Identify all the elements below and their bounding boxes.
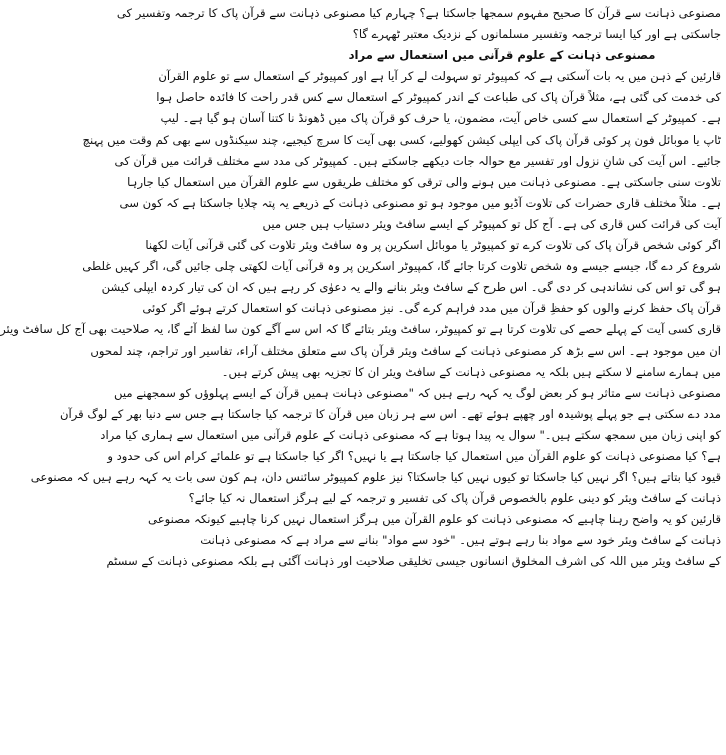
text-line: ذہانت کے سافٹ ویئر خود سے مواد بنا رہے ہوتے ہیں۔ "خود سے مواد" بنانے سے مراد ہے کہ مصنوعی ذہانت	[200, 533, 721, 548]
text-line: مصنوعی ذہانت سے قرآن کا صحیح مفہوم سمجھا جاسکتا ہے؟ چہارم کیا مصنوعی ذہانت سے قرآن پاک کا ترجمہ وتفسیر کی	[116, 6, 721, 20]
text-line: میں ہمارے سامنے لا سکتے ہیں بلکہ یہ مصنوعی ذہانت کے سافٹ ویئر ان کا تجزیہ بھی پیش کرتے ہیں۔	[221, 364, 721, 379]
text-line: ہے؟ کیا مصنوعی ذہانت کو علوم القرآن میں استعمال کیا جاسکتا ہے یا نہیں؟ اگر کیا جاسکتا ہے تو علمائے کرام اس کی حدود و	[107, 448, 721, 463]
text-line: کو اپنی زبان میں سمجھ سکتے ہیں۔" سوال یہ پیدا ہوتا ہے کہ مصنوعی ذہانت کے علوم قرآنی میں استعمال سے ہماری کیا مراد	[100, 427, 721, 442]
paragraph-computer-services	[0, 66, 721, 382]
text-line: جاسکتی ہے اور کیا ایسا ترجمہ وتفسیر مسلمانوں کے نزدیک معتبر ٹھہرے گا؟	[352, 27, 721, 42]
text-line: ان میں موجود ہے۔ اس سے بڑھ کر مصنوعی ذہانت کے سافٹ ویئر قرآن پاک سے متعلق مختلف آراء، تفاسیر اور تراجم، چند لمحوں	[90, 343, 721, 358]
text-line: ہے۔ کمپیوٹر کے استعمال سے کسی خاص آیت، مضمون، یا حرف کو قرآن پاک میں ڈھونڈ نا کتنا آسان ہو گیا ہے۔ لیپ	[160, 111, 721, 126]
text-line: ہو گی تو اس کی نشاندہی کر دی گی۔ اس طرح کے سافٹ ویئر بنانے والے یہ دعوٰی کر رہے ہیں کہ ان کی تیار کردہ ایپلی کیشن	[101, 280, 721, 295]
text-line: شروع کر دے گا، جیسے جیسے وہ شخص تلاوت کرتا جائے گا، کمپیوٹر اسکرین پر وہ قرآنی آیات لکھتی چلی جائیں گی، اگر کہیں غلطی	[82, 259, 721, 274]
text-line: قارئین کے ذہن میں یہ بات آسکتی ہے کہ کمپیوٹر تو سہولت لے کر آیا ہے اور کمپیوٹر کے استعمال سے تو علوم القرآن	[158, 69, 721, 84]
paragraph-conclusion	[106, 509, 721, 572]
text-line: قیود کیا بتاتے ہیں؟ اگر نہیں کیا جاسکتا تو کیوں نہیں کیا جاسکتا؟ نیز علوم کمپیوٹر سائنس دان، ہم کون سی بات یہ کہہ رہے ہیں کہ مصنوعی	[30, 470, 721, 485]
text-line: جائیے۔ اس آیت کی شانِ نزول اور تفسیر مع حوالہ جات دیکھے جاسکتے ہیں۔ کمپیوٹر کی مدد سے مختلف قرائت میں قرآن کی	[114, 153, 721, 168]
paragraph-ai-claims	[30, 383, 721, 510]
text-line: اگر کوئی شخص قرآن پاک کی تلاوت کرے تو کمپیوٹر یا موبائل اسکرین پر وہ سافٹ ویئر تلاوت کی گئی قرآنی آیات لکھنا	[145, 238, 721, 253]
text-line: تلاوت سنی جاسکتی ہے۔ مصنوعی ذہانت میں ہونے والی ترقی کو مختلف طریقوں سے علوم القرآن میں استعمال کیا جارہا	[127, 174, 721, 189]
text-line: آیت کی قرائت کس قاری کی ہے۔ آج کل تو کمپیوٹر کے ایسے سافٹ ویئر دستیاب ہیں جس میں	[262, 216, 721, 231]
text-line: کے سافٹ ویئر میں اللہ کی اشرف المخلوق انسانوں جیسی تخلیقی صلاحیت اور ذہانت آگئی ہے بلکہ مصنوعی ذہانت کے سسٹم	[106, 554, 721, 569]
section-heading: مصنوعی ذہانت کے علوم قرآنی میں استعمال سے مراد	[348, 48, 656, 63]
text-line: قاری کسی آیت کے پہلے حصے کی تلاوت کرتا ہے تو کمپیوٹر، سافٹ ویئر بتائے گا کہ اس سے آگے کون سا لفظ آئے گا، یہ صلاحیت بھی آج کل سافٹ ویئر	[0, 322, 721, 337]
text-line: ٹاپ یا موبائل فون پر کوئی قرآن پاک کی ایپلی کیشن کھولیے، کسی بھی آیت کا سرچ کیجیے، چند سیکنڈوں سے بھی کم وقت میں پہنچ	[82, 132, 721, 147]
text-line: ہے۔ مثلاً مختلف قاری حضرات کی تلاوت آڈیو میں موجود ہو تو مصنوعی ذہانت کے ذریعے یہ پتہ چلایا جاسکتا ہے کہ کون سی	[119, 195, 721, 210]
text-line: ذہانت کے سافٹ ویئر کو دینی علوم بالخصوص قرآن پاک کی تفسیر و ترجمہ کے لیے ہرگز استعمال نہ کیا جائے؟	[188, 491, 721, 506]
text-line: مصنوعی ذہانت سے متاثر ہو کر بعض لوگ یہ کہہ رہے ہیں کہ "مصنوعی ذہانت ہمیں قرآن کے ایسے پہلوؤں کو سمجھنے میں	[114, 385, 721, 400]
text-line: کی خدمت کی گئی ہے، مثلاً قرآن پاک کی طباعت کے اندر کمپیوٹر کے استعمال سے کس قدر راحت کا فائدہ حاصل ہوا	[156, 90, 721, 105]
text-line: مدد دے سکتی ہے جو پہلے پوشیدہ اور چھپے ہوئے تھے۔ اس سے ہر زبان میں قرآن کا ترجمہ کیا جاسکتا ہے جس سے دنیا بھر کے لوگ قرآن	[60, 406, 721, 421]
text-line: قرآن پاک حفظ کرنے والوں کو حفظِ قرآن میں مدد فراہم کرے گی۔ نیز مصنوعی ذہانت کو استعمال کرتے ہوئے اگر کوئی	[142, 301, 721, 316]
text-line: قارئین کو یہ واضح رہنا چاہیے کہ مصنوعی ذہانت کو علوم القرآن میں ہرگز استعمال نہیں کرنا چاہیے کیونکہ مصنوعی	[148, 512, 721, 527]
intro-paragraph	[116, 3, 721, 45]
